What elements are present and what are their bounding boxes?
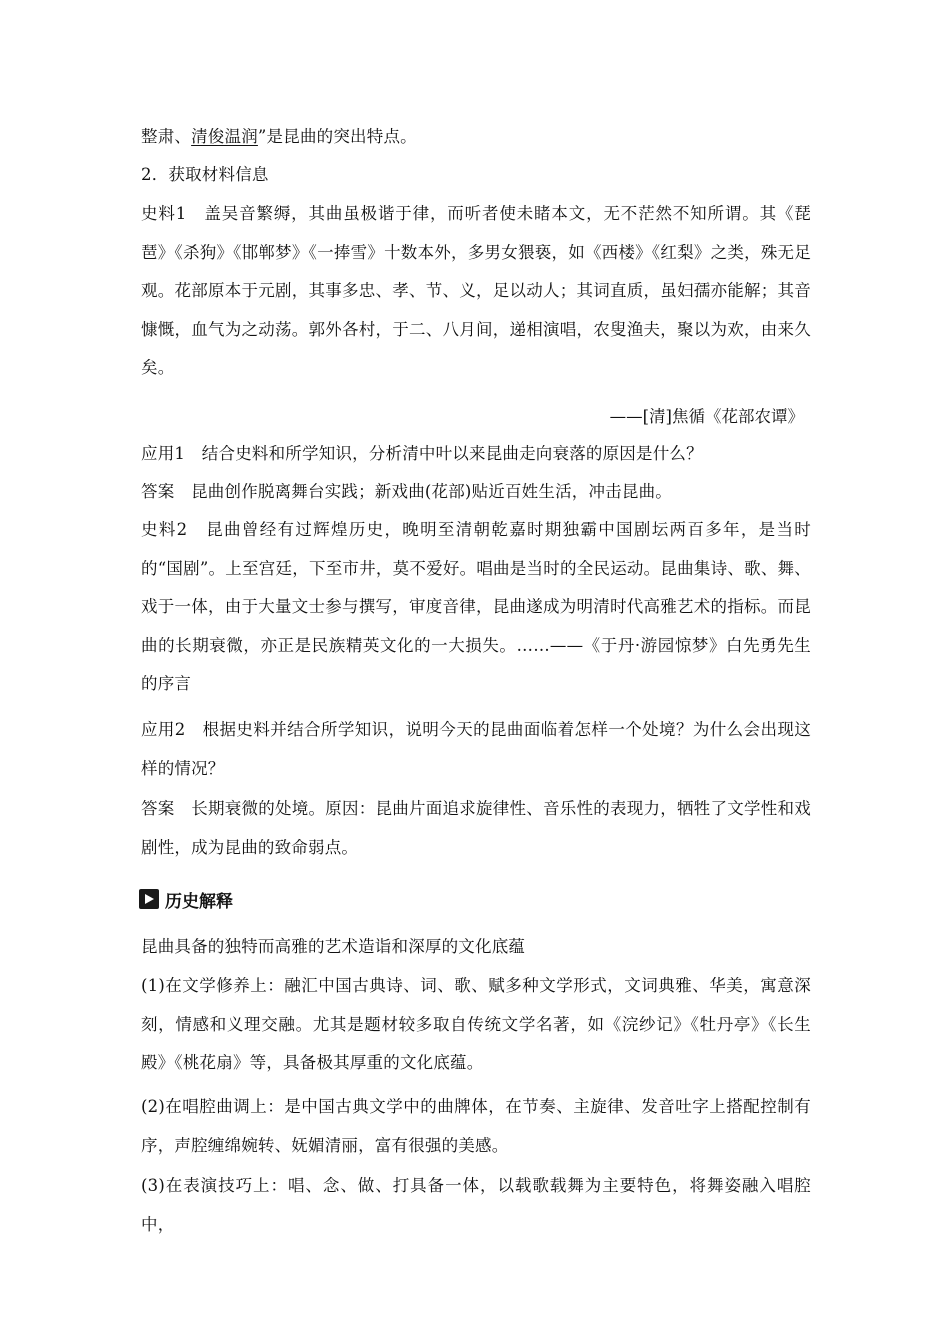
intro-line bbox=[141, 118, 811, 157]
application-1-answer: 答案 昆曲创作脱离舞台实践；新戏曲(花部)贴近百姓生活，冲击昆曲。 bbox=[141, 482, 672, 501]
intro-suffix: ”是昆曲的突出特点。 bbox=[257, 127, 417, 146]
source-2-paragraph: 史料2 昆曲曾经有过辉煌历史，晚明至清朝乾嘉时期独霸中国剧坛两百多年，是当时的“国剧”。上至宫廷，下至市井，莫不爱好。唱曲是当时的全民运动。昆曲集诗、歌、舞、戏于一体，由于大量文士参与撰写，审度音律，昆曲遂成为明清时代高雅艺术的指标。而昆曲的长期衰微，亦正是民族精英文化的一大损失。……——《于丹·游园惊梦》白先勇先生的序言 bbox=[141, 520, 811, 693]
history-explanation-title: 历史解释 bbox=[165, 891, 233, 912]
history-lead: 昆曲具备的独特而高雅的艺术造诣和深厚的文化底蕴 bbox=[141, 937, 526, 956]
source-1-paragraph: 史料1 盖吴音繁缛，其曲虽极谐于律，而听者使未睹本文，无不茫然不知所谓。其《琵琶》《杀狗》《邯郸梦》《一捧雪》十数本外，多男女猥亵，如《西楼》《红梨》之类，殊无足观。花部原本于元剧，其事多忠、孝、节、义，足以动人；其词直质，虽妇孺亦能解；其音慷慨，血气为之动荡。郭外各村，于二、八月间，递相演唱，农叟渔夫，聚以为欢，由来久矣。 bbox=[141, 204, 811, 377]
history-explanation-heading bbox=[139, 886, 233, 912]
section-2-title: 2．获取材料信息 bbox=[141, 165, 269, 184]
play-triangle-icon bbox=[139, 889, 159, 909]
history-point-1: (1)在文学修养上：融汇中国古典诗、词、歌、赋多种文学形式，文词典雅、华美，寓意深刻，情感和义理交融。尤其是题材较多取自传统文学名著，如《浣纱记》《牡丹亭》《长生殿》《桃花扇》等，具备极其厚重的文化底蕴。 bbox=[141, 976, 811, 1072]
source-1-attribution: ——[清]焦循《花部农谭》 bbox=[609, 407, 804, 426]
history-point-2: (2)在唱腔曲调上：是中国古典文学中的曲牌体，在节奏、主旋律、发音吐字上搭配控制有序，声腔缠绵婉转、妩媚清丽，富有很强的美感。 bbox=[141, 1097, 811, 1155]
application-2-question: 应用2 根据史料并结合所学知识，说明今天的昆曲面临着怎样一个处境？为什么会出现这样的情况？ bbox=[141, 720, 811, 778]
history-point-3: (3)在表演技巧上：唱、念、做、打具备一体，以载歌载舞为主要特色，将舞姿融入唱腔中， bbox=[141, 1176, 811, 1234]
application-2-answer: 答案 长期衰微的处境。原因：昆曲片面追求旋律性、音乐性的表现力，牺牲了文学性和戏剧性，成为昆曲的致命弱点。 bbox=[141, 799, 811, 857]
underlined-term: 清俊温润 bbox=[191, 127, 258, 146]
application-1-question: 应用1 结合史料和所学知识，分析清中叶以来昆曲走向衰落的原因是什么？ bbox=[141, 444, 703, 463]
intro-prefix: 整肃、 bbox=[141, 127, 192, 146]
